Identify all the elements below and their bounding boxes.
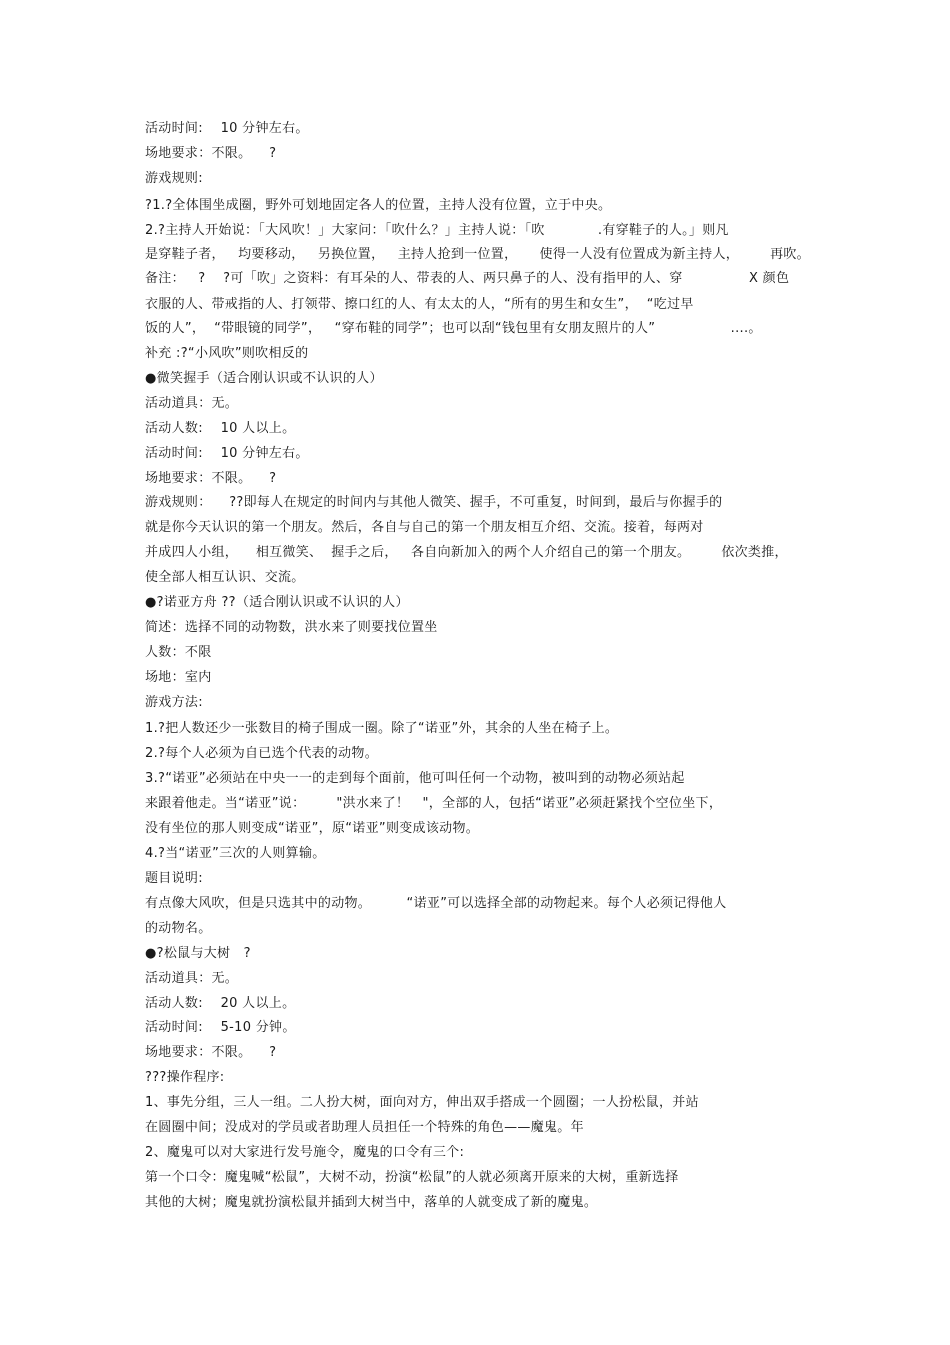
text-line: 1、事先分组，三人一组。二人扮大树，面向对方，伸出双手搭成一个圆圈；一人扮松鼠，并站 [145,1095,699,1110]
text-line: 场地要求：不限。 ? [145,146,277,161]
text-line: 1.?把人数还少一张数目的椅子围成一圈。除了“诺亚”外，其余的人坐在椅子上。 [145,721,619,736]
text-line: 游戏方法: [145,695,203,710]
text-line: 其他的大树；魔鬼就扮演松鼠并插到大树当中，落单的人就变成了新的魔鬼。 [145,1195,598,1210]
text-line: 第一个口令：魔鬼喊“松鼠”，大树不动，扮演“松鼠”的人就必须离开原来的大树，重新选择 [145,1170,679,1185]
text-line: 活动时间: 5-10 分钟。 [145,1020,296,1035]
text-line: 活动人数: 10 人以上。 [145,421,296,436]
text-line: ●?诺亚方舟 ??（适合刚认识或不认识的人） [145,595,409,610]
text-line: 简述：选择不同的动物数，洪水来了则要找位置坐 [145,620,438,635]
text-line: 游戏规则： ??即每人在规定的时间内与其他人微笑、握手，不可重复，时间到，最后与你握手的 [145,495,723,510]
text-line: 的动物名。 [145,921,212,936]
text-line: 场地：室内 [145,670,212,685]
text-line: 场地要求：不限。 ? [145,1045,277,1060]
text-line: ?1.?全体围坐成圈，野外可划地固定各人的位置，主持人没有位置，立于中央。 [145,198,612,213]
text-line: 并成四人小组， 相互微笑、 握手之后， 各自向新加入的两个人介绍自己的第一个朋友。 依次类推， [145,545,788,560]
text-line: 题目说明: [145,871,203,886]
text-line: 场地要求：不限。 ? [145,471,277,486]
text-line: 使全部人相互认识、交流。 [145,570,305,585]
text-line: 在圆圈中间；没成对的学员或者助理人员担任一个特殊的角色——魔鬼。年 [145,1120,584,1135]
text-line: ●?松鼠与大树 ? [145,946,251,961]
text-line: 2.?主持人开始说：「大风吹！」大家问：「吹什么？」主持人说：「吹 .有穿鞋子的人。」则凡 [145,223,729,238]
text-line: 来跟着他走。当“诺亚”说： "洪水来了！ "，全部的人，包括“诺亚”必须赶紧找个空位坐下， [145,796,723,811]
text-line: 活动时间: 10 分钟左右。 [145,446,309,461]
text-line: 活动时间: 10 分钟左右。 [145,121,309,136]
text-line: 有点像大风吹，但是只选其中的动物。 “诺亚”可以选择全部的动物起来。每个人必须记得他人 [145,896,727,911]
text-line: 补充 :?“小风吹”则吹相反的 [145,346,309,361]
text-line: 4.?当“诺亚”三次的人则算输。 [145,846,326,861]
text-line: ???操作程序: [145,1070,225,1085]
text-line: 衣服的人、带戒指的人、打领带、擦口红的人、有太太的人，“所有的男生和女生”， “吃过早 [145,297,694,312]
text-line: 饭的人”， “带眼镜的同学”， “穿布鞋的同学”；也可以刮“钱包里有女朋友照片的人” ....。 [145,321,762,336]
text-line: 是穿鞋子者， 均要移动， 另换位置， 主持人抢到一位置， 使得一人没有位置成为新主持人， 再吹。 [145,247,810,262]
text-line: 活动道具：无。 [145,971,239,986]
text-line: 没有坐位的那人则变成“诺亚”，原“诺亚”则变成该动物。 [145,821,480,836]
text-line: ●微笑握手（适合刚认识或不认识的人） [145,371,383,386]
text-line: 活动道具：无。 [145,396,239,411]
text-line: 3.?“诺亚”必须站在中央一一的走到每个面前，他可叫任何一个动物，被叫到的动物必须站起 [145,771,685,786]
text-line: 活动人数: 20 人以上。 [145,996,296,1011]
text-line: 2、魔鬼可以对大家进行发号施令，魔鬼的口令有三个: [145,1145,465,1160]
text-line: 备注： ? ?可「吹」之资料：有耳朵的人、带表的人、两只鼻子的人、没有指甲的人、穿 X 颜色 [145,271,790,286]
text-line: 人数：不限 [145,645,212,660]
text-line: 2.?每个人必须为自已选个代表的动物。 [145,746,379,761]
text-line: 游戏规则: [145,171,203,186]
text-line: 就是你今天认识的第一个朋友。然后，各自与自己的第一个朋友相互介绍、交流。接着，每两对 [145,520,704,535]
